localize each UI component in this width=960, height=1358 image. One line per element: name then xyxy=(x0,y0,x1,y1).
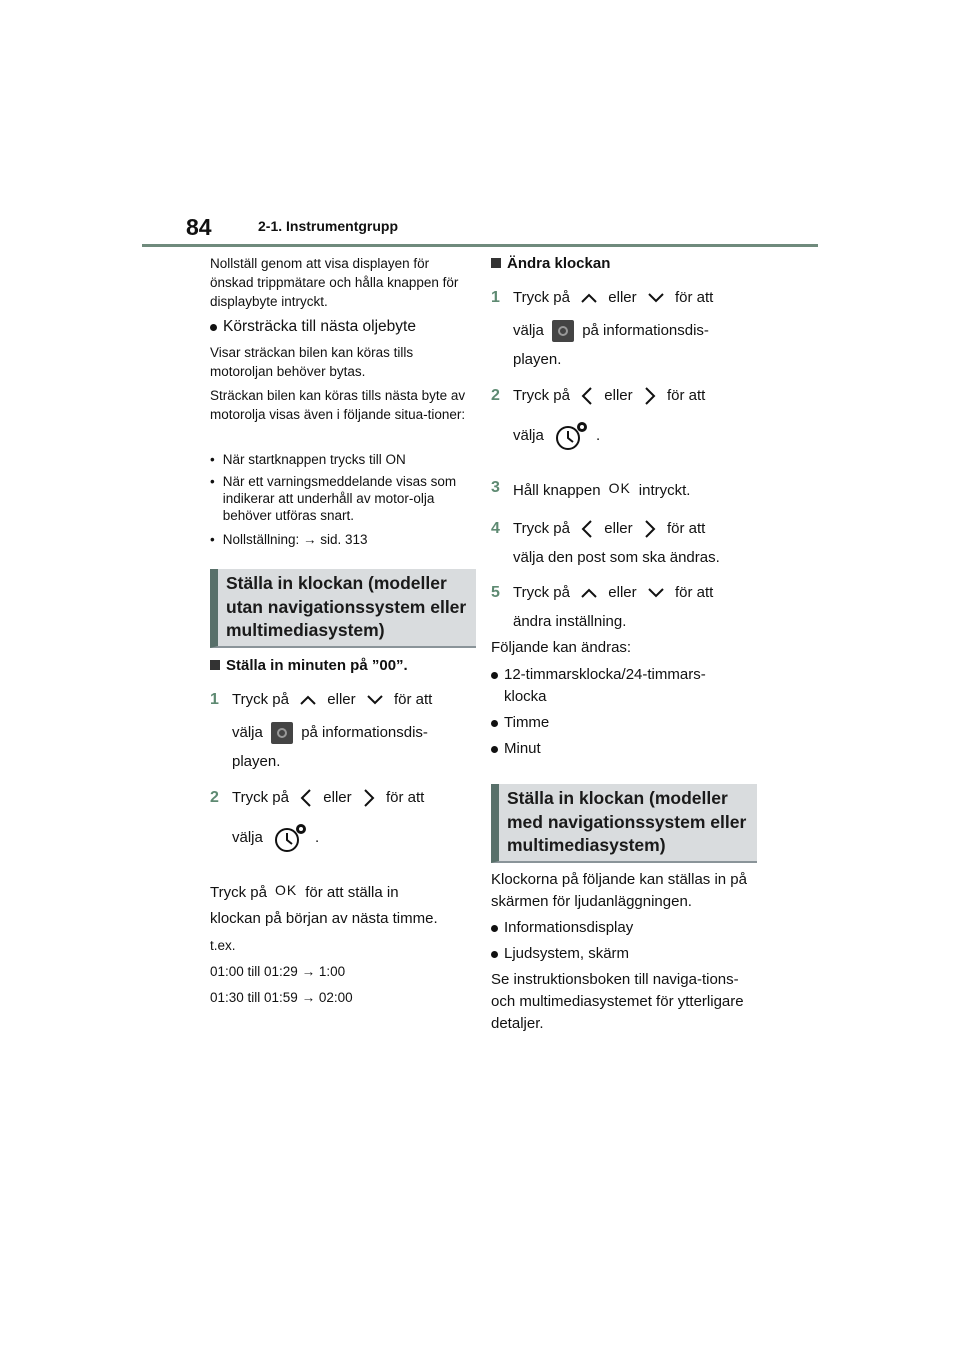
step-5: 5 Tryck på eller för att xyxy=(491,582,713,604)
section-title: 2-1. Instrumentgrupp xyxy=(258,218,399,234)
intro-text: Nollställ genom att visa displayen för önskad trippmätare och hålla knappen för displaybyte intryckt. xyxy=(210,256,459,309)
chevron-up-icon xyxy=(580,292,598,304)
chevron-up-icon xyxy=(580,587,598,599)
paragraph-1: Klockorna på följande kan ställas in på skärmen för ljudanläggningen. xyxy=(491,871,747,910)
square-marker-icon xyxy=(210,660,220,670)
clock-settings-icon xyxy=(554,420,590,452)
step-1-end: playen. xyxy=(513,351,562,368)
list-item: Ljudsystem, skärm xyxy=(491,943,629,965)
section-box-left: Ställa in klockan (modeller utan navigationssystem eller multimediasystem) xyxy=(210,569,476,648)
settings-gear-icon xyxy=(271,722,293,744)
chevron-left-icon xyxy=(580,386,594,406)
section-box-right: Ställa in klockan (modeller med navigationssystem eller multimediasystem) xyxy=(491,784,757,863)
chevron-left-icon xyxy=(580,519,594,539)
chevron-right-icon xyxy=(643,386,657,406)
header-rule xyxy=(142,244,818,247)
step-2-cont: välja . xyxy=(513,420,600,452)
list-item: Minut xyxy=(491,738,541,760)
list-item: Informationsdisplay xyxy=(491,917,633,939)
chevron-down-icon xyxy=(647,587,665,599)
step-4-cont: välja den post som ska ändras. xyxy=(513,549,720,566)
ok-button-icon: OK xyxy=(274,882,298,898)
step-2: 2 Tryck på eller för att xyxy=(210,787,424,809)
paragraph-2: Se instruktionsboken till naviga-tions- och multimediasystemet för ytterligare detaljer. xyxy=(491,971,744,1032)
changeable-intro: Följande kan ändras: xyxy=(491,639,632,656)
chevron-right-icon xyxy=(643,519,657,539)
step-1: 1 Tryck på eller för att xyxy=(210,689,432,711)
sub-item: • När ett varningsmeddelande visas som indikerar att underhåll av motor-olja behöver utföras snart. xyxy=(210,473,472,524)
bullet-oil-label: Körsträcka till nästa oljebyte xyxy=(223,318,416,335)
step-number: 2 xyxy=(491,387,500,404)
oil-paragraph-1: Visar sträckan bilen kan köras tills motoroljan behöver bytas. xyxy=(210,345,414,379)
bullet-oil xyxy=(210,316,416,338)
chevron-up-icon xyxy=(299,694,317,706)
step-4: 4 Tryck på eller för att xyxy=(491,518,705,540)
sub-item-text: Nollställning: → sid. 313 xyxy=(222,532,368,547)
step-1: 1 Tryck på eller för att xyxy=(491,287,713,309)
list-item: 12-timmarsklocka/24-timmars-klocka xyxy=(491,664,731,708)
step-1-cont: välja på informationsdis- xyxy=(232,722,428,744)
sub-heading-minute: Ställa in minuten på ”00”. xyxy=(210,655,408,677)
step-number: 1 xyxy=(491,289,500,306)
ok-line-2: klockan på början av nästa timme. xyxy=(210,910,438,927)
step-3: 3 Håll knappen OK intryckt. xyxy=(491,477,690,502)
chevron-left-icon xyxy=(299,788,313,808)
step-1-end: playen. xyxy=(232,753,281,770)
sub-item-text: När ett varningsmeddelande visas som indikerar att underhåll av motor-olja behöver utföras snart. xyxy=(222,474,457,523)
page-number: 84 xyxy=(186,214,212,240)
bullet-dot xyxy=(210,324,217,331)
settings-gear-icon xyxy=(552,320,574,342)
sub-item: • Nollställning: → sid. 313 xyxy=(210,532,368,547)
step-number: 2 xyxy=(210,789,219,806)
list-item: Timme xyxy=(491,712,549,734)
step-number: 5 xyxy=(491,584,500,601)
ok-button-icon: OK xyxy=(608,480,631,496)
chevron-down-icon xyxy=(366,694,384,706)
step-5-cont: ändra inställning. xyxy=(513,613,627,630)
step-1-cont: välja på informationsdis- xyxy=(513,320,709,342)
sub-item: • När startknappen trycks till ON xyxy=(210,452,406,467)
chevron-down-icon xyxy=(647,292,665,304)
clock-settings-icon xyxy=(273,822,309,854)
example-1: 01:00 till 01:29 → 1:00 xyxy=(210,964,346,979)
chevron-right-icon xyxy=(362,788,376,808)
sub-heading-change-clock: Ändra klockan xyxy=(491,253,610,275)
step-number: 1 xyxy=(210,691,219,708)
sub-item-text: När startknappen trycks till ON xyxy=(222,452,406,467)
example-label: t.ex. xyxy=(210,938,236,953)
example-2: 01:30 till 01:59 → 02:00 xyxy=(210,990,353,1005)
square-marker-icon xyxy=(491,258,501,268)
step-number: 4 xyxy=(491,520,500,537)
step-2: 2 Tryck på eller för att xyxy=(491,385,705,407)
ok-line-1: Tryck på OK för att ställa in xyxy=(210,882,399,901)
oil-paragraph-2: Sträckan bilen kan köras tills nästa byte av motorolja visas även i följande situa-tioner: xyxy=(210,388,466,422)
step-number: 3 xyxy=(491,479,500,496)
step-2-cont: välja . xyxy=(232,822,319,854)
